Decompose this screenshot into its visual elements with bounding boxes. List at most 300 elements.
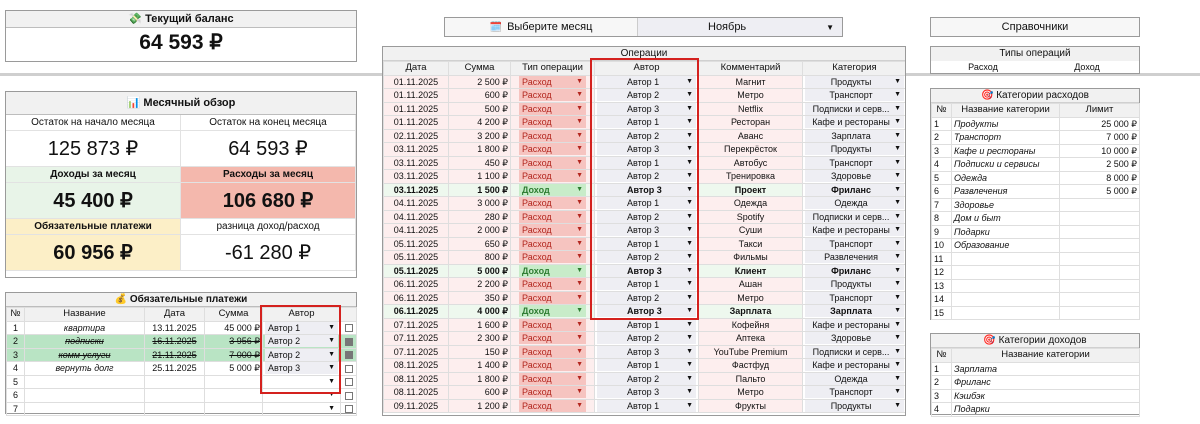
category-name[interactable]: Здоровье xyxy=(952,198,1060,212)
category-limit[interactable] xyxy=(1060,212,1140,226)
payment-date[interactable] xyxy=(145,389,205,403)
op-category-dropdown[interactable] xyxy=(803,318,907,332)
op-comment[interactable]: Пальто xyxy=(699,372,803,386)
category-name[interactable]: Подарки xyxy=(952,225,1060,239)
op-date[interactable]: 06.11.2025 xyxy=(384,291,449,305)
author-select[interactable] xyxy=(597,319,696,331)
author-select[interactable] xyxy=(597,400,696,412)
op-category-dropdown[interactable] xyxy=(803,345,907,359)
op-date[interactable]: 07.11.2025 xyxy=(384,332,449,346)
op-author-dropdown[interactable] xyxy=(595,305,699,319)
payment-sum[interactable] xyxy=(205,402,263,416)
op-type-select[interactable] xyxy=(519,103,586,115)
op-type-select[interactable] xyxy=(519,89,586,101)
op-category-dropdown[interactable] xyxy=(803,305,907,319)
author-select[interactable] xyxy=(597,278,696,290)
done-checkbox[interactable] xyxy=(345,351,353,359)
payment-date[interactable]: 13.11.2025 xyxy=(145,321,205,335)
op-date[interactable]: 06.11.2025 xyxy=(384,305,449,319)
op-comment[interactable]: Фрукты xyxy=(699,399,803,413)
op-date[interactable]: 04.11.2025 xyxy=(384,197,449,211)
done-checkbox[interactable] xyxy=(345,365,353,373)
done-checkbox-cell[interactable] xyxy=(341,375,357,389)
category-limit[interactable] xyxy=(1060,252,1140,266)
op-category-dropdown[interactable] xyxy=(803,143,907,157)
op-type-dropdown[interactable] xyxy=(511,197,595,211)
author-select[interactable] xyxy=(597,116,696,128)
op-date[interactable]: 07.11.2025 xyxy=(384,318,449,332)
op-category-dropdown[interactable] xyxy=(803,210,907,224)
category-select[interactable] xyxy=(805,346,904,358)
payment-name[interactable] xyxy=(25,389,145,403)
category-select[interactable] xyxy=(805,170,904,182)
author-select[interactable] xyxy=(265,389,338,401)
payment-author-dropdown[interactable] xyxy=(263,335,341,349)
done-checkbox-cell[interactable] xyxy=(341,389,357,403)
op-author-dropdown[interactable] xyxy=(595,399,699,413)
op-author-dropdown[interactable] xyxy=(595,345,699,359)
category-select[interactable] xyxy=(805,197,904,209)
category-select[interactable] xyxy=(805,319,904,331)
op-type-select[interactable] xyxy=(519,224,586,236)
references-button[interactable] xyxy=(930,17,1140,37)
author-select[interactable] xyxy=(597,373,696,385)
op-type-select[interactable] xyxy=(519,130,586,142)
op-comment[interactable]: Кофейня xyxy=(699,318,803,332)
op-author-dropdown[interactable] xyxy=(595,129,699,143)
op-comment[interactable]: Зарплата xyxy=(699,305,803,319)
op-comment[interactable]: Ресторан xyxy=(699,116,803,130)
op-category-dropdown[interactable] xyxy=(803,183,907,197)
category-limit[interactable] xyxy=(1060,306,1140,320)
category-select[interactable] xyxy=(805,373,904,385)
category-select[interactable] xyxy=(805,130,904,142)
op-type-select[interactable] xyxy=(519,400,586,412)
payment-author-dropdown[interactable] xyxy=(263,362,341,376)
op-comment[interactable]: Проект xyxy=(699,183,803,197)
op-category-dropdown[interactable] xyxy=(803,278,907,292)
author-select[interactable] xyxy=(597,143,696,155)
op-comment[interactable]: YouTube Premium xyxy=(699,345,803,359)
category-select[interactable] xyxy=(805,224,904,236)
op-type-select[interactable] xyxy=(519,278,586,290)
op-sum[interactable]: 2 000 ₽ xyxy=(449,224,511,238)
author-select[interactable] xyxy=(597,130,696,142)
payment-name[interactable] xyxy=(25,375,145,389)
category-select[interactable] xyxy=(805,157,904,169)
op-type-dropdown[interactable] xyxy=(511,89,595,103)
op-comment[interactable]: Метро xyxy=(699,291,803,305)
op-sum[interactable]: 2 500 ₽ xyxy=(449,75,511,89)
op-sum[interactable]: 1 500 ₽ xyxy=(449,183,511,197)
done-checkbox[interactable] xyxy=(345,405,353,413)
op-type-dropdown[interactable] xyxy=(511,116,595,130)
op-comment[interactable]: Ашан xyxy=(699,278,803,292)
category-select[interactable] xyxy=(805,184,904,196)
op-comment[interactable]: Такси xyxy=(699,237,803,251)
category-name[interactable] xyxy=(952,293,1060,307)
category-name[interactable] xyxy=(952,266,1060,280)
op-sum[interactable]: 1 800 ₽ xyxy=(449,372,511,386)
op-sum[interactable]: 5 000 ₽ xyxy=(449,264,511,278)
op-category-dropdown[interactable] xyxy=(803,291,907,305)
op-type-dropdown[interactable] xyxy=(511,102,595,116)
op-type-select[interactable] xyxy=(519,346,586,358)
op-type-dropdown[interactable] xyxy=(511,318,595,332)
author-select[interactable] xyxy=(597,76,696,88)
category-name[interactable]: Развлечения xyxy=(952,185,1060,199)
op-comment[interactable]: Магнит xyxy=(699,75,803,89)
op-date[interactable]: 08.11.2025 xyxy=(384,372,449,386)
op-category-dropdown[interactable] xyxy=(803,372,907,386)
category-name[interactable]: Транспорт xyxy=(952,131,1060,145)
op-date[interactable]: 05.11.2025 xyxy=(384,264,449,278)
op-sum[interactable]: 2 200 ₽ xyxy=(449,278,511,292)
category-select[interactable] xyxy=(805,116,904,128)
op-sum[interactable]: 280 ₽ xyxy=(449,210,511,224)
op-date[interactable]: 09.11.2025 xyxy=(384,399,449,413)
op-author-dropdown[interactable] xyxy=(595,75,699,89)
payment-date[interactable] xyxy=(145,375,205,389)
op-type-dropdown[interactable] xyxy=(511,386,595,400)
author-select[interactable] xyxy=(597,197,696,209)
op-sum[interactable]: 3 200 ₽ xyxy=(449,129,511,143)
op-type-select[interactable] xyxy=(519,305,586,317)
op-category-dropdown[interactable] xyxy=(803,399,907,413)
op-type-dropdown[interactable] xyxy=(511,372,595,386)
category-name[interactable] xyxy=(952,252,1060,266)
op-type-dropdown[interactable] xyxy=(511,291,595,305)
category-limit[interactable] xyxy=(1060,279,1140,293)
op-category-dropdown[interactable] xyxy=(803,224,907,238)
op-comment[interactable]: Netflix xyxy=(699,102,803,116)
payment-date[interactable]: 21.11.2025 xyxy=(145,348,205,362)
category-name[interactable]: Подарки xyxy=(952,403,1140,417)
op-author-dropdown[interactable] xyxy=(595,156,699,170)
op-type-select[interactable] xyxy=(519,143,586,155)
op-category-dropdown[interactable] xyxy=(803,237,907,251)
op-date[interactable]: 03.11.2025 xyxy=(384,170,449,184)
done-checkbox-cell[interactable] xyxy=(341,362,357,376)
op-author-dropdown[interactable] xyxy=(595,251,699,265)
payment-name[interactable]: квартира xyxy=(25,321,145,335)
done-checkbox-cell[interactable] xyxy=(341,335,357,349)
op-type-select[interactable] xyxy=(519,157,586,169)
payment-author-dropdown[interactable] xyxy=(263,375,341,389)
op-category-dropdown[interactable] xyxy=(803,197,907,211)
op-date[interactable]: 04.11.2025 xyxy=(384,210,449,224)
op-type-select[interactable] xyxy=(519,170,586,182)
op-date[interactable]: 04.11.2025 xyxy=(384,224,449,238)
author-select[interactable] xyxy=(265,322,338,334)
op-date[interactable]: 06.11.2025 xyxy=(384,278,449,292)
author-select[interactable] xyxy=(597,265,696,277)
author-select[interactable] xyxy=(265,349,338,361)
op-type-select[interactable] xyxy=(519,184,586,196)
op-sum[interactable]: 1 200 ₽ xyxy=(449,399,511,413)
op-type-select[interactable] xyxy=(519,251,586,263)
op-type-dropdown[interactable] xyxy=(511,399,595,413)
op-category-dropdown[interactable] xyxy=(803,332,907,346)
category-select[interactable] xyxy=(805,76,904,88)
op-sum[interactable]: 1 800 ₽ xyxy=(449,143,511,157)
op-type-dropdown[interactable] xyxy=(511,264,595,278)
op-date[interactable]: 03.11.2025 xyxy=(384,143,449,157)
category-name[interactable]: Подписки и сервисы xyxy=(952,158,1060,172)
category-name[interactable]: Фриланс xyxy=(952,376,1140,390)
payment-author-dropdown[interactable] xyxy=(263,321,341,335)
op-type-dropdown[interactable] xyxy=(511,75,595,89)
op-author-dropdown[interactable] xyxy=(595,237,699,251)
op-date[interactable]: 05.11.2025 xyxy=(384,237,449,251)
op-comment[interactable]: Тренировка xyxy=(699,170,803,184)
op-date[interactable]: 05.11.2025 xyxy=(384,251,449,265)
category-select[interactable] xyxy=(805,292,904,304)
op-date[interactable]: 08.11.2025 xyxy=(384,386,449,400)
op-category-dropdown[interactable] xyxy=(803,89,907,103)
category-name[interactable]: Образование xyxy=(952,239,1060,253)
op-type-select[interactable] xyxy=(519,211,586,223)
op-sum[interactable]: 4 200 ₽ xyxy=(449,116,511,130)
op-author-dropdown[interactable] xyxy=(595,197,699,211)
payment-name[interactable]: комм услуги xyxy=(25,348,145,362)
op-author-dropdown[interactable] xyxy=(595,170,699,184)
author-select[interactable] xyxy=(597,103,696,115)
payment-sum[interactable]: 5 000 ₽ xyxy=(205,362,263,376)
op-type-dropdown[interactable] xyxy=(511,170,595,184)
category-select[interactable] xyxy=(805,332,904,344)
op-author-dropdown[interactable] xyxy=(595,224,699,238)
op-type-dropdown[interactable] xyxy=(511,210,595,224)
author-select[interactable] xyxy=(265,403,338,415)
payment-sum[interactable]: 7 000 ₽ xyxy=(205,348,263,362)
op-date[interactable]: 02.11.2025 xyxy=(384,129,449,143)
done-checkbox-cell[interactable] xyxy=(341,402,357,416)
payment-author-dropdown[interactable] xyxy=(263,389,341,403)
op-author-dropdown[interactable] xyxy=(595,291,699,305)
category-select[interactable] xyxy=(805,386,904,398)
month-dropdown[interactable] xyxy=(638,18,842,36)
op-category-dropdown[interactable] xyxy=(803,129,907,143)
op-type-select[interactable] xyxy=(519,386,586,398)
category-select[interactable] xyxy=(805,238,904,250)
op-category-dropdown[interactable] xyxy=(803,359,907,373)
done-checkbox[interactable] xyxy=(345,324,353,332)
payment-name[interactable]: подписки xyxy=(25,335,145,349)
op-type-select[interactable] xyxy=(519,76,586,88)
op-sum[interactable]: 600 ₽ xyxy=(449,89,511,103)
category-limit[interactable] xyxy=(1060,293,1140,307)
op-sum[interactable]: 800 ₽ xyxy=(449,251,511,265)
category-name[interactable]: Одежда xyxy=(952,171,1060,185)
op-comment[interactable]: Клиент xyxy=(699,264,803,278)
author-select[interactable] xyxy=(597,89,696,101)
op-category-dropdown[interactable] xyxy=(803,264,907,278)
op-sum[interactable]: 3 000 ₽ xyxy=(449,197,511,211)
op-category-dropdown[interactable] xyxy=(803,116,907,130)
op-sum[interactable]: 2 300 ₽ xyxy=(449,332,511,346)
op-date[interactable]: 03.11.2025 xyxy=(384,156,449,170)
op-author-dropdown[interactable] xyxy=(595,359,699,373)
op-type-select[interactable] xyxy=(519,265,586,277)
op-date[interactable]: 03.11.2025 xyxy=(384,183,449,197)
op-sum[interactable]: 1 400 ₽ xyxy=(449,359,511,373)
op-author-dropdown[interactable] xyxy=(595,372,699,386)
category-limit[interactable]: 7 000 ₽ xyxy=(1060,131,1140,145)
op-date[interactable]: 01.11.2025 xyxy=(384,89,449,103)
op-author-dropdown[interactable] xyxy=(595,278,699,292)
op-date[interactable]: 01.11.2025 xyxy=(384,102,449,116)
op-comment[interactable]: Фастфуд xyxy=(699,359,803,373)
op-type-select[interactable] xyxy=(519,238,586,250)
category-select[interactable] xyxy=(805,359,904,371)
payment-name[interactable]: вернуть долг xyxy=(25,362,145,376)
category-limit[interactable]: 8 000 ₽ xyxy=(1060,171,1140,185)
category-name[interactable]: Дом и быт xyxy=(952,212,1060,226)
category-name[interactable] xyxy=(952,279,1060,293)
author-select[interactable] xyxy=(265,362,338,374)
op-category-dropdown[interactable] xyxy=(803,156,907,170)
author-select[interactable] xyxy=(265,335,338,347)
op-type-dropdown[interactable] xyxy=(511,143,595,157)
category-name[interactable]: Кэшбэк xyxy=(952,389,1140,403)
author-select[interactable] xyxy=(597,157,696,169)
category-select[interactable] xyxy=(805,211,904,223)
category-select[interactable] xyxy=(805,278,904,290)
op-type-dropdown[interactable] xyxy=(511,305,595,319)
op-comment[interactable]: Метро xyxy=(699,386,803,400)
author-select[interactable] xyxy=(597,170,696,182)
category-limit[interactable] xyxy=(1060,225,1140,239)
op-author-dropdown[interactable] xyxy=(595,386,699,400)
op-date[interactable]: 08.11.2025 xyxy=(384,359,449,373)
author-select[interactable] xyxy=(597,184,696,196)
category-select[interactable] xyxy=(805,305,904,317)
category-select[interactable] xyxy=(805,400,904,412)
op-type-dropdown[interactable] xyxy=(511,237,595,251)
op-category-dropdown[interactable] xyxy=(803,251,907,265)
op-type-dropdown[interactable] xyxy=(511,183,595,197)
op-comment[interactable]: Аванс xyxy=(699,129,803,143)
op-comment[interactable]: Одежда xyxy=(699,197,803,211)
op-author-dropdown[interactable] xyxy=(595,89,699,103)
author-select[interactable] xyxy=(597,332,696,344)
payment-date[interactable]: 16.11.2025 xyxy=(145,335,205,349)
author-select[interactable] xyxy=(597,251,696,263)
op-type-dropdown[interactable] xyxy=(511,156,595,170)
author-select[interactable] xyxy=(597,238,696,250)
op-sum[interactable]: 650 ₽ xyxy=(449,237,511,251)
op-type-dropdown[interactable] xyxy=(511,251,595,265)
op-date[interactable]: 07.11.2025 xyxy=(384,345,449,359)
month-selector[interactable] xyxy=(444,17,843,37)
category-select[interactable] xyxy=(805,89,904,101)
done-checkbox[interactable] xyxy=(345,338,353,346)
op-type-select[interactable] xyxy=(519,373,586,385)
payment-sum[interactable]: 45 000 ₽ xyxy=(205,321,263,335)
op-date[interactable]: 01.11.2025 xyxy=(384,116,449,130)
op-category-dropdown[interactable] xyxy=(803,75,907,89)
category-limit[interactable] xyxy=(1060,239,1140,253)
category-select[interactable] xyxy=(805,265,904,277)
op-sum[interactable]: 450 ₽ xyxy=(449,156,511,170)
author-select[interactable] xyxy=(597,386,696,398)
op-type-select[interactable] xyxy=(519,359,586,371)
op-comment[interactable]: Фильмы xyxy=(699,251,803,265)
op-comment[interactable]: Суши xyxy=(699,224,803,238)
op-comment[interactable]: Аптека xyxy=(699,332,803,346)
op-author-dropdown[interactable] xyxy=(595,332,699,346)
payment-sum[interactable]: 3 956 ₽ xyxy=(205,335,263,349)
op-type-select[interactable] xyxy=(519,319,586,331)
payment-author-dropdown[interactable] xyxy=(263,402,341,416)
category-limit[interactable]: 10 000 ₽ xyxy=(1060,144,1140,158)
op-author-dropdown[interactable] xyxy=(595,116,699,130)
op-type-dropdown[interactable] xyxy=(511,129,595,143)
payment-sum[interactable] xyxy=(205,389,263,403)
op-sum[interactable]: 1 100 ₽ xyxy=(449,170,511,184)
author-select[interactable] xyxy=(597,346,696,358)
op-type-dropdown[interactable] xyxy=(511,332,595,346)
op-sum[interactable]: 150 ₽ xyxy=(449,345,511,359)
op-author-dropdown[interactable] xyxy=(595,143,699,157)
op-type-dropdown[interactable] xyxy=(511,345,595,359)
author-select[interactable] xyxy=(597,224,696,236)
done-checkbox[interactable] xyxy=(345,392,353,400)
op-author-dropdown[interactable] xyxy=(595,264,699,278)
op-category-dropdown[interactable] xyxy=(803,386,907,400)
done-checkbox-cell[interactable] xyxy=(341,348,357,362)
op-comment[interactable]: Spotify xyxy=(699,210,803,224)
op-type-dropdown[interactable] xyxy=(511,278,595,292)
op-sum[interactable]: 600 ₽ xyxy=(449,386,511,400)
author-select[interactable] xyxy=(597,211,696,223)
op-sum[interactable]: 1 600 ₽ xyxy=(449,318,511,332)
op-author-dropdown[interactable] xyxy=(595,183,699,197)
done-checkbox[interactable] xyxy=(345,378,353,386)
payment-sum[interactable] xyxy=(205,375,263,389)
payment-name[interactable] xyxy=(25,402,145,416)
category-name[interactable]: Кафе и рестораны xyxy=(952,144,1060,158)
op-category-dropdown[interactable] xyxy=(803,170,907,184)
payment-date[interactable]: 25.11.2025 xyxy=(145,362,205,376)
op-type-select[interactable] xyxy=(519,332,586,344)
category-limit[interactable]: 2 500 ₽ xyxy=(1060,158,1140,172)
category-name[interactable]: Зарплата xyxy=(952,362,1140,376)
op-author-dropdown[interactable] xyxy=(595,210,699,224)
category-limit[interactable]: 5 000 ₽ xyxy=(1060,185,1140,199)
payment-author-dropdown[interactable] xyxy=(263,348,341,362)
payment-date[interactable] xyxy=(145,402,205,416)
category-limit[interactable] xyxy=(1060,198,1140,212)
op-sum[interactable]: 350 ₽ xyxy=(449,291,511,305)
op-type-select[interactable] xyxy=(519,116,586,128)
op-sum[interactable]: 4 000 ₽ xyxy=(449,305,511,319)
category-limit[interactable]: 25 000 ₽ xyxy=(1060,117,1140,131)
category-select[interactable] xyxy=(805,143,904,155)
op-type-dropdown[interactable] xyxy=(511,359,595,373)
category-name[interactable]: Продукты xyxy=(952,117,1060,131)
author-select[interactable] xyxy=(265,376,338,388)
author-select[interactable] xyxy=(597,305,696,317)
op-comment[interactable]: Автобус xyxy=(699,156,803,170)
category-name[interactable] xyxy=(952,306,1060,320)
op-author-dropdown[interactable] xyxy=(595,102,699,116)
op-comment[interactable]: Перекрёсток xyxy=(699,143,803,157)
category-select[interactable] xyxy=(805,103,904,115)
op-category-dropdown[interactable] xyxy=(803,102,907,116)
op-type-select[interactable] xyxy=(519,292,586,304)
